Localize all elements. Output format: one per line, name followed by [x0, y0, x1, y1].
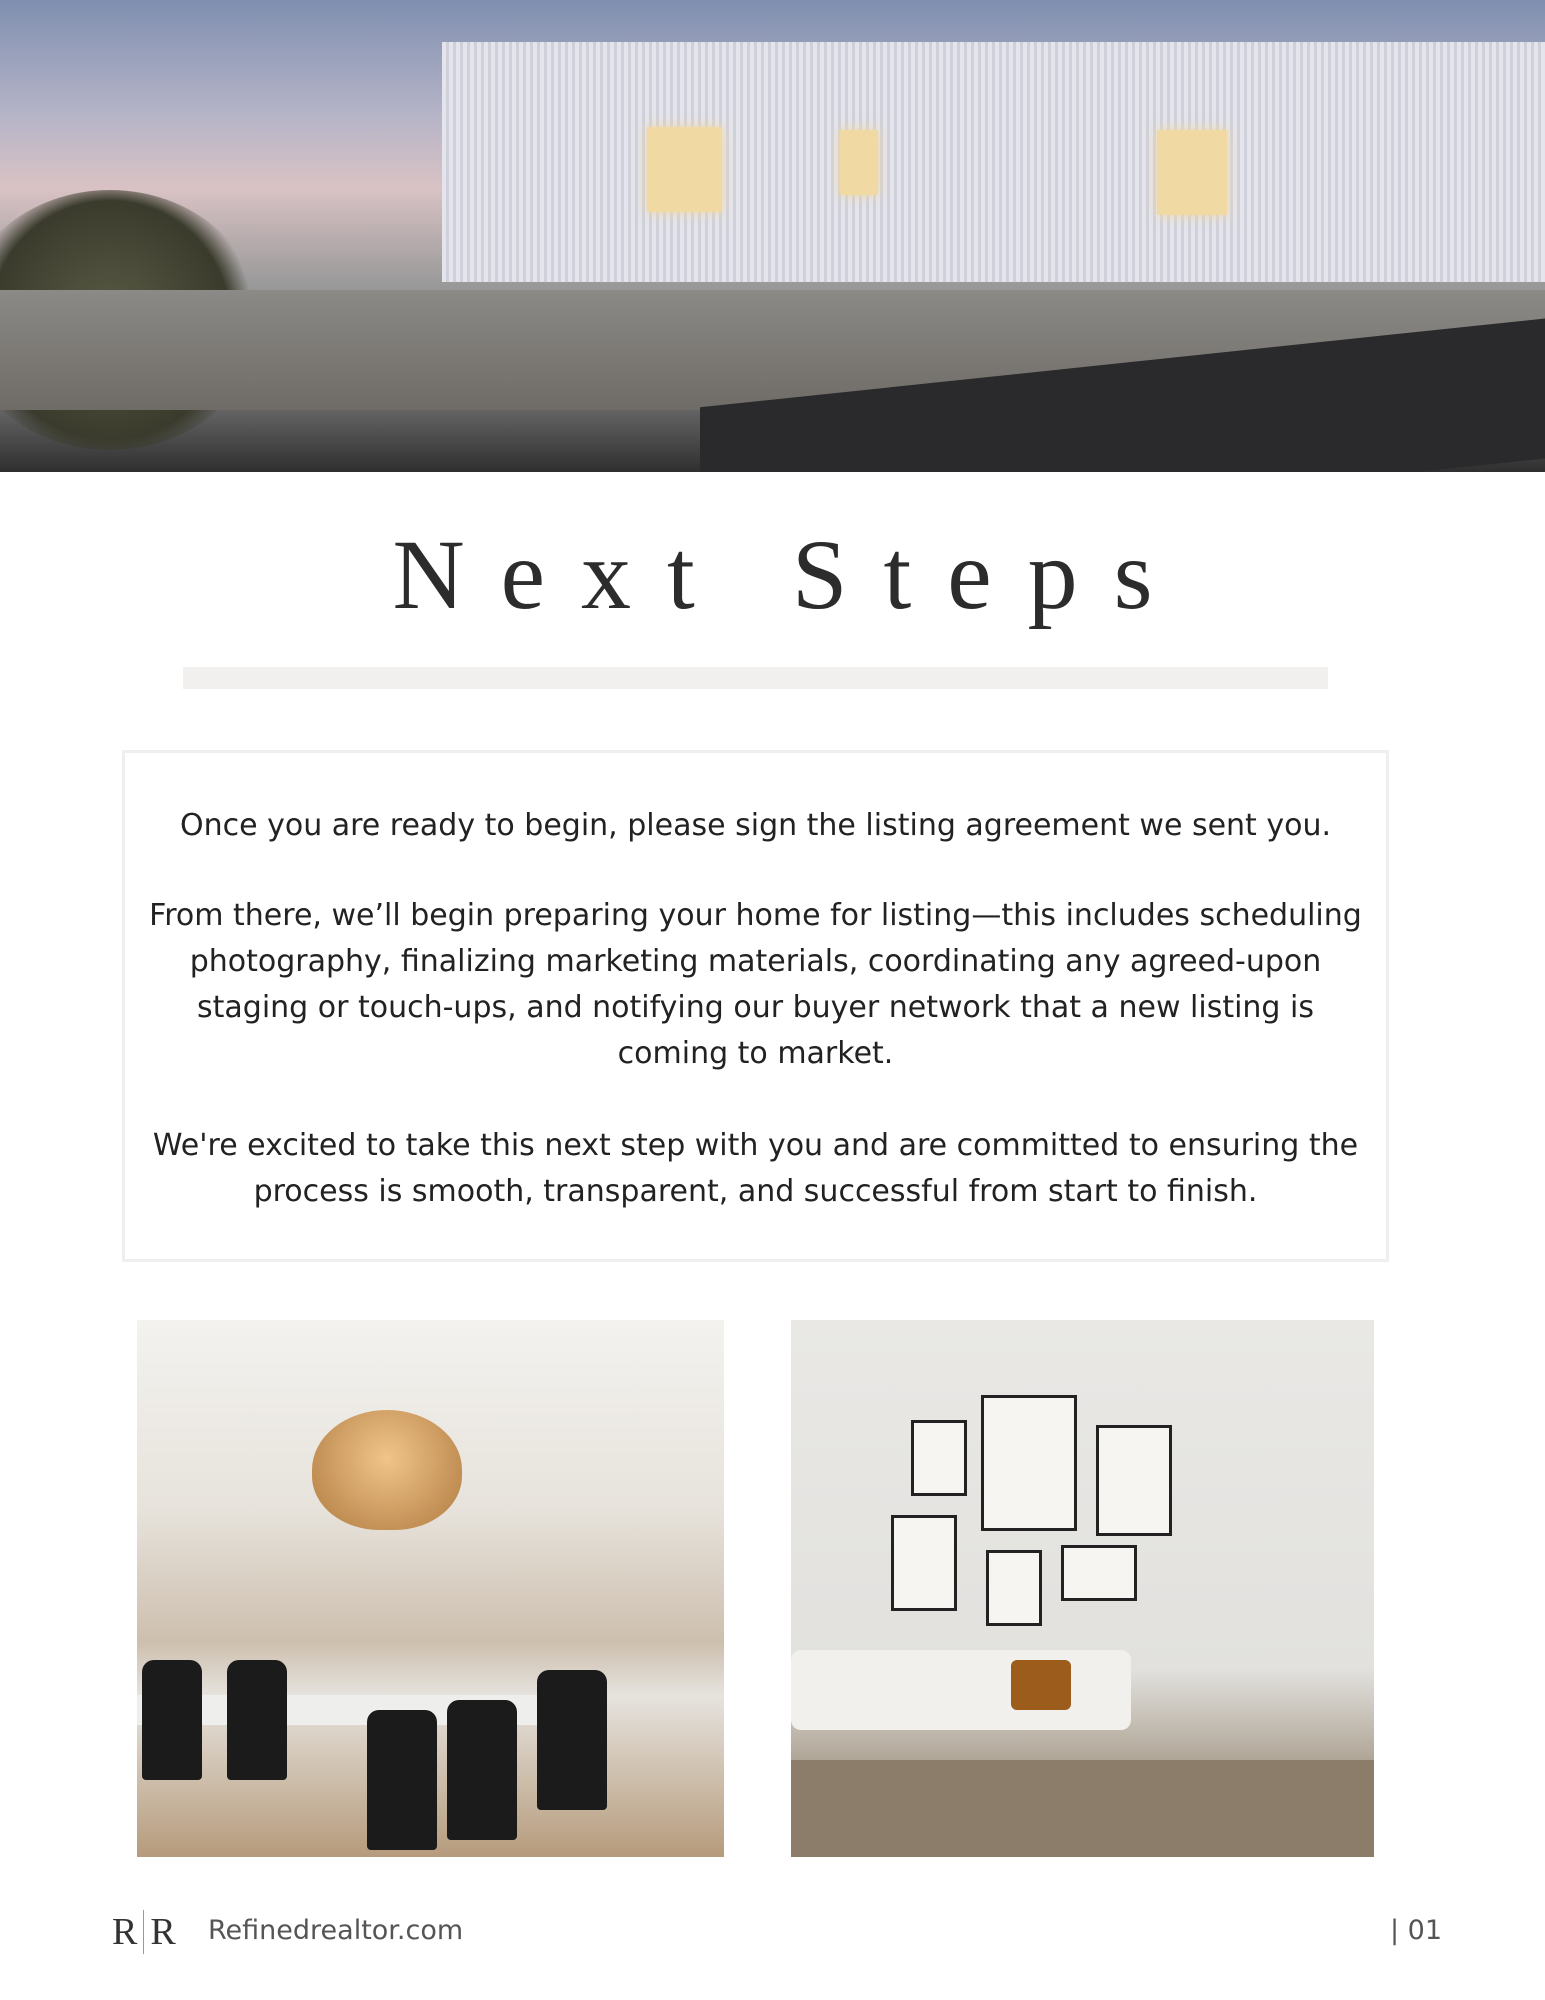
kitchen-dining-photo: [137, 1320, 724, 1857]
title-divider: [183, 667, 1328, 689]
pendant-lamp: [312, 1410, 462, 1530]
paragraph-preparation: From there, we’ll begin preparing your home for listing—this includes scheduling photography, finalizing marketing materials, coordinating any agreed-upon staging or touch-ups, and notifying our buyer network that a new listing is coming to market.: [149, 898, 1362, 1071]
page-number: | 01: [1390, 1915, 1443, 1946]
logo-letter-right: R: [150, 1911, 176, 1953]
hero-house: [442, 42, 1545, 282]
paragraph-sign-agreement: Once you are ready to begin, please sign the listing agreement we sent you.: [179, 808, 1332, 843]
sofa: [791, 1650, 1131, 1730]
pillow: [1011, 1660, 1071, 1710]
paragraph-closing: We're excited to take this next step with you and are committed to ensuring the process is smooth, transparent, and successful from start to finish.: [152, 1128, 1359, 1209]
rug: [791, 1760, 1374, 1857]
hero-photo-modern-house: [0, 0, 1545, 472]
footer-website: Refinedrealtor.com: [208, 1915, 464, 1946]
next-steps-text-box: [122, 750, 1389, 1262]
page-title: Next Steps: [392, 519, 1189, 630]
living-room-photo: [791, 1320, 1374, 1857]
logo-letter-left: R: [112, 1911, 138, 1953]
footer-logo: [112, 1910, 176, 1954]
logo-separator: [143, 1910, 144, 1954]
